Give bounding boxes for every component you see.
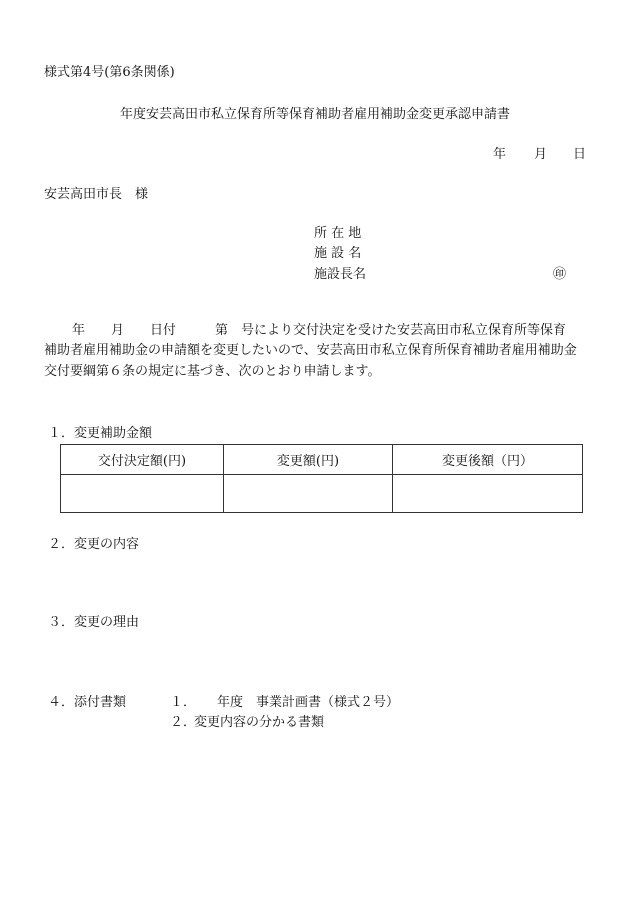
date-day: 日 <box>573 147 587 162</box>
date-month: 月 <box>534 147 548 162</box>
attachment-1-number: １． <box>170 695 197 710</box>
section-3-heading: ３．変更の理由 <box>48 615 140 630</box>
seal-mark: ㊞ <box>553 267 567 282</box>
document-title: 年度安芸高田市私立保育所等保育補助者雇用補助金変更承認申請書 <box>120 107 511 122</box>
section-1-heading: １．変更補助金額 <box>48 426 153 441</box>
addressee: 安芸高田市長 様 <box>44 187 149 202</box>
attachment-2-number: ２． <box>170 715 197 730</box>
body-line-2: 補助者雇用補助金の申請額を変更したいので、安芸高田市私立保育所保育補助者雇用補助金 <box>44 343 577 358</box>
new-amount-cell[interactable] <box>393 475 583 513</box>
header-granted-amount: 交付決定額(円) <box>61 445 224 475</box>
section-2-heading: ２．変更の内容 <box>48 537 140 552</box>
body-line-3: 交付要綱第６条の規定に基づき、次のとおり申請します。 <box>44 364 381 379</box>
granted-amount-cell[interactable] <box>61 475 224 513</box>
change-amount-cell[interactable] <box>224 475 393 513</box>
address-label: 所 在 地 <box>314 226 362 241</box>
header-new-amount: 変更後額（円） <box>393 445 583 475</box>
attachment-1-text: 年度 事業計画書（様式２号） <box>217 695 400 710</box>
attachment-2-text: 変更内容の分かる書類 <box>194 715 325 730</box>
director-label: 施設長名 <box>314 267 367 282</box>
facility-label: 施 設 名 <box>314 246 362 261</box>
body-line-1: 年 月 日付 第 号により交付決定を受けた安芸高田市私立保育所等保育 <box>72 323 567 338</box>
section-4-heading: ４．添付書類 <box>48 695 127 710</box>
date-year: 年 <box>493 147 507 162</box>
amount-table <box>60 444 583 513</box>
form-number: 様式第4号(第6条関係) <box>44 65 175 80</box>
header-change-amount: 変更額(円) <box>224 445 393 475</box>
